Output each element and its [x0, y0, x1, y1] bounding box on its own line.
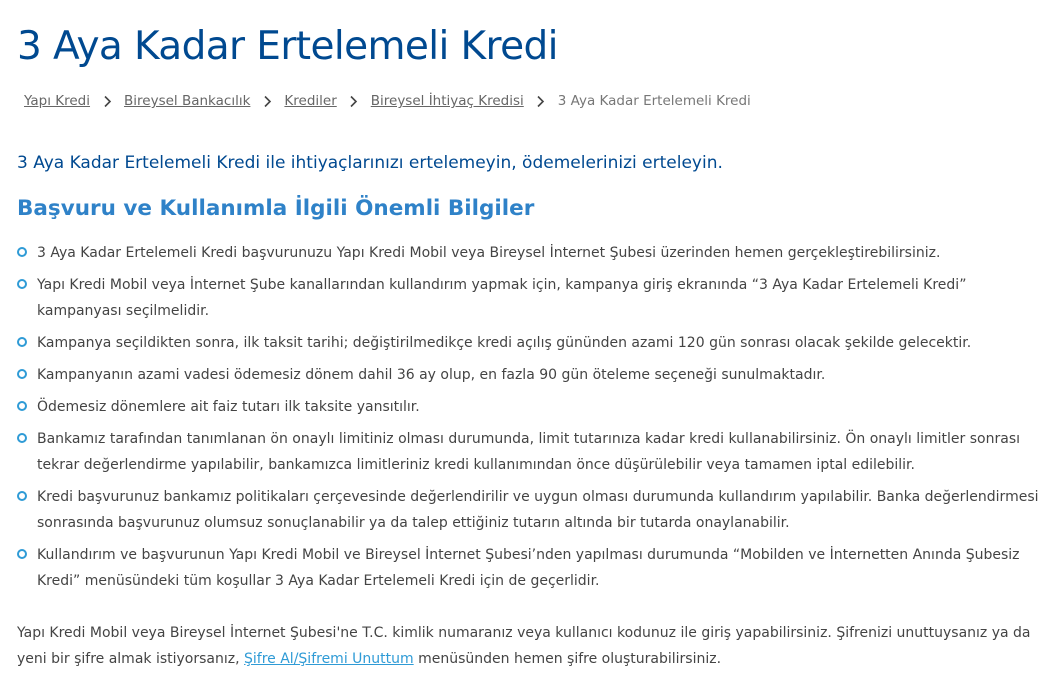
chevron-right-icon: [250, 95, 284, 108]
chevron-right-icon: [524, 95, 558, 108]
list-item-text: Kampanya seçildikten sonra, ilk taksit tarihi; değiştirilmedikçe kredi açılış gününden azami 120 gün sonrası olacak şekilde gelecektir.: [37, 335, 972, 351]
circle-bullet-icon: [17, 369, 27, 379]
list-item-text: Ödemesiz dönemlere ait faiz tutarı ilk taksite yansıtılır.: [37, 399, 420, 415]
list-item: [17, 542, 1042, 594]
chevron-right-icon: [337, 95, 371, 108]
list-item: [17, 484, 1042, 536]
chevron-right-icon: [90, 95, 124, 108]
password-reset-link[interactable]: Şifre Al/Şifremi Unuttum: [244, 651, 414, 667]
login-info-text: [17, 620, 1047, 672]
breadcrumb-link-bireysel-bankacilik[interactable]: Bireysel Bankacılık: [124, 93, 251, 109]
list-item: [17, 240, 1042, 266]
list-item-text: 3 Aya Kadar Ertelemeli Kredi başvurunuzu Yapı Kredi Mobil veya Bireysel İnternet Şubesi üzerinden hemen gerçekleştirebilirsiniz.: [37, 245, 941, 261]
list-item: [17, 362, 1042, 388]
list-item-text: Kredi başvurunuz bankamız politikaları çerçevesinde değerlendirilir ve uygun olması durumunda kullandırım yapılabilir. Banka değerlendirmesi sonrasında başvurunuz olumsuz sonuçlanabilir ya da talep ettiğiniz tutarın altında bir tutarda onaylanabilir.: [37, 489, 1039, 531]
list-item: [17, 394, 1042, 420]
list-item-text: Yapı Kredi Mobil veya İnternet Şube kanallarından kullandırım yapmak için, kampanya giriş ekranında “3 Aya Kadar Ertelemeli Kredi” kampanyası seçilmelidir.: [37, 277, 967, 319]
list-item: [17, 330, 1042, 356]
breadcrumb: [24, 90, 751, 112]
info-list: [17, 240, 1042, 600]
login-info-text-before: Yapı Kredi Mobil veya Bireysel İnternet Şubesi'ne T.C. kimlik numaranız veya kullanıcı kodunuz ile giriş yapabilirsiniz. Şifrenizi unuttuysanız ya da yeni bir şifre almak istiyorsanız,: [17, 625, 1031, 667]
circle-bullet-icon: [17, 247, 27, 257]
circle-bullet-icon: [17, 401, 27, 411]
lead-text: 3 Aya Kadar Ertelemeli Kredi ile ihtiyaçlarınızı ertelemeyin, ödemelerinizi erteleyin.: [17, 153, 723, 173]
circle-bullet-icon: [17, 491, 27, 501]
list-item: [17, 426, 1042, 478]
list-item-text: Kullandırım ve başvurunun Yapı Kredi Mobil ve Bireysel İnternet Şubesi’nden yapılması durumunda “Mobilden ve İnternetten Anında Şubesiz Kredi” menüsündeki tüm koşullar 3 Aya Kadar Ertelemeli Kredi için de geçerlidir.: [37, 547, 1020, 589]
login-info-text-after: menüsünden hemen şifre oluşturabilirsiniz.: [413, 651, 722, 667]
breadcrumb-link-krediler[interactable]: Krediler: [284, 93, 337, 109]
list-item-text: Bankamız tarafından tanımlanan ön onaylı limitiniz olması durumunda, limit tutarınıza kadar kredi kullanabilirsiniz. Ön onaylı limitler sonrası tekrar değerlendirme yapılabilir, bankamızca limitleriniz kredi kullanımından önce düşürülebilir veya tamamen iptal edilebilir.: [37, 431, 1021, 473]
circle-bullet-icon: [17, 433, 27, 443]
breadcrumb-link-yapi-kredi[interactable]: Yapı Kredi: [24, 93, 91, 109]
list-item-text: Kampanyanın azami vadesi ödemesiz dönem dahil 36 ay olup, en fazla 90 gün öteleme seçeneği sunulmaktadır.: [37, 367, 826, 383]
circle-bullet-icon: [17, 549, 27, 559]
circle-bullet-icon: [17, 337, 27, 347]
page-title: 3 Aya Kadar Ertelemeli Kredi: [17, 24, 558, 69]
breadcrumb-current: 3 Aya Kadar Ertelemeli Kredi: [557, 93, 751, 109]
breadcrumb-link-bireysel-ihtiyac-kredisi[interactable]: Bireysel İhtiyaç Kredisi: [370, 93, 524, 109]
circle-bullet-icon: [17, 279, 27, 289]
section-title: Başvuru ve Kullanımla İlgili Önemli Bilgiler: [17, 196, 535, 221]
list-item: [17, 272, 1042, 324]
